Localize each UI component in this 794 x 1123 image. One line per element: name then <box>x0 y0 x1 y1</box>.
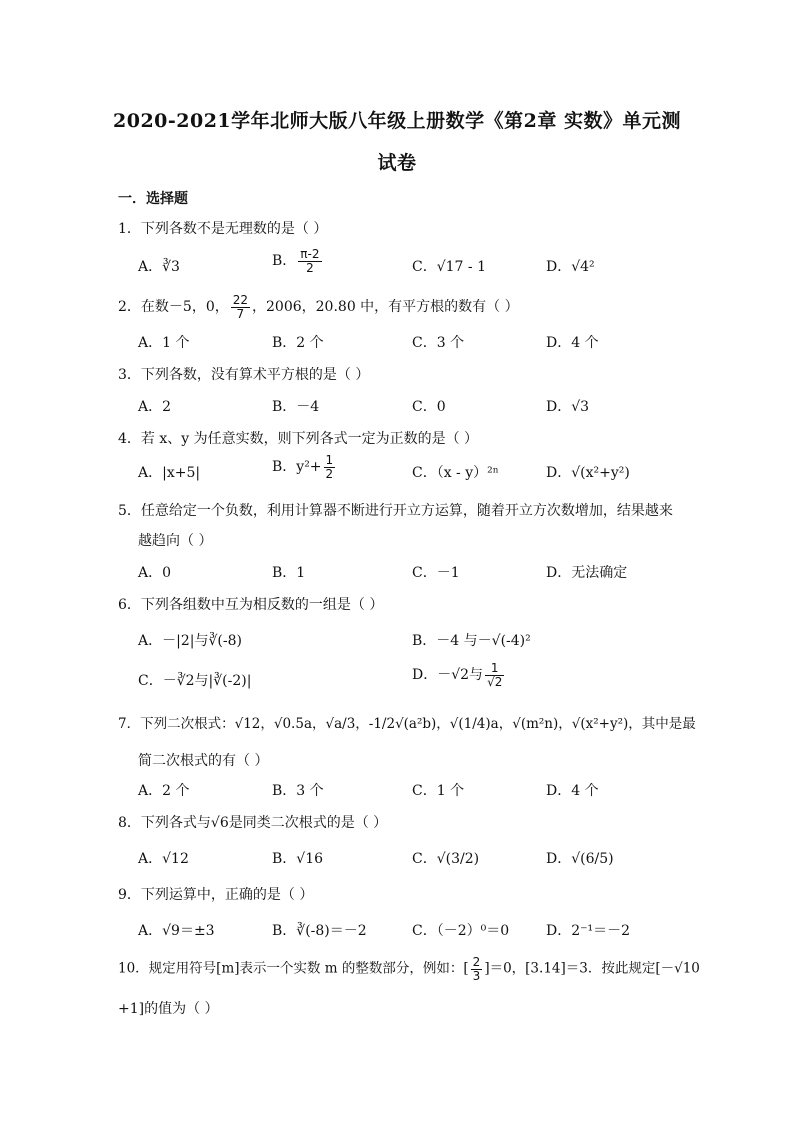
q5-option-d: D．无法确定 <box>546 565 628 581</box>
q3-option-c: C．0 <box>412 399 446 415</box>
q1-option-c: C．√17 - 1 <box>412 259 486 275</box>
question-10: 10．规定用符号[m]表示一个实数 m 的整数部分，例如：[ $\frac{2}{3}$ ]＝0，[3.14]＝3．按此规定[－√10 <box>118 955 700 983</box>
question-10-continued: +1]的值为（ ） <box>118 1001 219 1017</box>
question-8: 8．下列各式与√6是同类二次根式的是（ ） <box>118 815 388 831</box>
q6-option-a: A．－|2|与∛(-8) <box>138 633 242 649</box>
q6-option-b: B．－4 与－√(-4)² <box>412 633 531 649</box>
question-4: 4．若 x、y 为任意实数，则下列各式一定为正数的是（ ） <box>118 431 479 447</box>
question-5: 5．任意给定一个负数，利用计算器不断进行开立方运算，随着开立方次数增加，结果越来 <box>118 503 673 519</box>
section-heading: 一．选择题 <box>118 191 188 207</box>
q4-option-b: B．y²+ $\frac{1}{2}$ <box>272 453 334 481</box>
q2-option-a: A．1 个 <box>138 335 190 351</box>
q1-option-a: A．∛3 <box>138 259 180 275</box>
q9-option-a: A．√9＝±3 <box>138 923 215 939</box>
q1-option-b: B． $\frac{\pi-2}{2}$ <box>272 247 320 275</box>
q7-option-d: D．4 个 <box>546 783 599 799</box>
question-1: 1．下列各数不是无理数的是（ ） <box>118 221 328 237</box>
q4-option-c: C．（x - y）²ⁿ <box>412 465 499 481</box>
q9-option-c: C．（－2）⁰＝0 <box>412 923 510 939</box>
question-7: 7．下列二次根式：√12，√0.5a，√a/3，-1/2√(a²b)，√(1/4)a，√(m²n)，√(x²+y²)，其中是最 <box>118 716 696 732</box>
q7-option-a: A．2 个 <box>138 783 190 799</box>
q2-fraction: $\frac{22}{7}$ <box>232 293 249 321</box>
q3-option-b: B．－4 <box>272 399 320 415</box>
q8-option-d: D．√(6/5) <box>546 851 614 867</box>
q4-option-a: A．|x+5| <box>138 465 201 481</box>
q3-option-a: A．2 <box>138 399 172 415</box>
q1-option-d: D．√4² <box>546 259 595 275</box>
q6-option-d: D．－√2与 $\frac{1}{√2}$ <box>412 661 503 689</box>
q8-option-b: B．√16 <box>272 851 324 867</box>
q10-fraction: $\frac{2}{3}$ <box>472 955 481 983</box>
q7-option-c: C．1 个 <box>412 783 465 799</box>
q2-option-c: C．3 个 <box>412 335 465 351</box>
q7-option-b: B．3 个 <box>272 783 324 799</box>
question-5-continued: 越趋向（ ） <box>138 533 213 549</box>
q3-option-d: D．√3 <box>546 399 590 415</box>
q6-option-c: C．－∛2与|∛(-2)| <box>138 673 252 689</box>
q8-option-c: C．√(3/2) <box>412 851 480 867</box>
q6-d-fraction: $\frac{1}{√2}$ <box>487 661 503 689</box>
q2-option-b: B．2 个 <box>272 335 324 351</box>
q5-option-b: B．1 <box>272 565 306 581</box>
q8-option-a: A．√12 <box>138 851 189 867</box>
q4-b-fraction: $\frac{1}{2}$ <box>325 453 334 481</box>
q9-option-d: D．2⁻¹＝－2 <box>546 923 631 939</box>
question-2: 2．在数－5，0， $\frac{22}{7}$ ，2006，20.80 中，有平方根的数有（ ） <box>118 293 519 321</box>
q5-option-a: A．0 <box>138 565 172 581</box>
q5-option-c: C．－1 <box>412 565 460 581</box>
question-7-continued: 简二次根式的有（ ） <box>138 753 269 769</box>
q1-b-fraction: $\frac{\pi-2}{2}$ <box>300 247 320 275</box>
q9-option-b: B．∛(-8)＝－2 <box>272 923 367 939</box>
question-6: 6．下列各组数中互为相反数的一组是（ ） <box>118 597 384 613</box>
question-3: 3．下列各数，没有算术平方根的是（ ） <box>118 367 370 383</box>
doc-title-continued: 试卷 <box>377 152 417 174</box>
q4-option-d: D．√(x²+y²) <box>546 465 630 481</box>
question-9: 9．下列运算中，正确的是（ ） <box>118 887 314 903</box>
doc-title: 2020-2021学年北师大版八年级上册数学《第2章 实数》单元测 <box>113 110 681 132</box>
q2-option-d: D．4 个 <box>546 335 599 351</box>
